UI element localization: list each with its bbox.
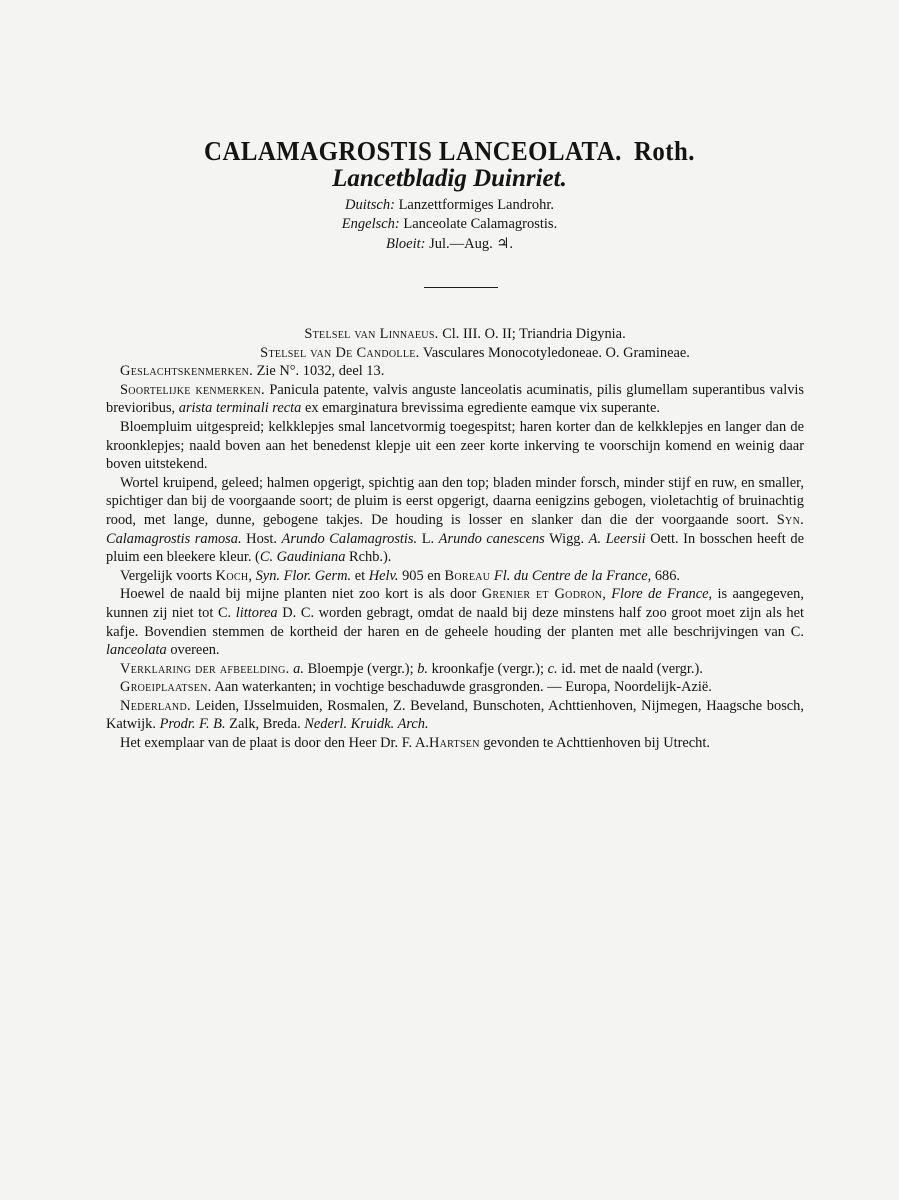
synonym-author-3: Wigg. xyxy=(549,530,585,547)
specimen-text-1: Het exemplaar van de plaat is door den Heer Dr. F. A. xyxy=(120,735,429,752)
english-value: Lanceolate Calamagrostis. xyxy=(403,216,558,232)
figure-explanation xyxy=(106,660,804,679)
panicle-description: Bloempluim uitgespreid; kelkklepjes smal lancetvormig toegespitst; haren korter dan de kelkklepjes en langer dan de kroonklepjes; naald boven aan het benedenst klepje uit een zeer korte inkerving te voorschijn komend en weinig daar boven uitstekend. xyxy=(106,418,804,473)
awn-work: Flore de France xyxy=(611,586,709,603)
compare-work-2: Helv. xyxy=(368,567,399,584)
netherlands-locations xyxy=(106,697,804,734)
awn-text-2: , xyxy=(602,586,606,603)
german-name xyxy=(0,197,899,214)
figure-text-b: kroonkafje (vergr.); xyxy=(431,660,545,677)
awn-species-2: lanceolata xyxy=(106,642,167,659)
compare-work-1: Syn. Flor. Germ. xyxy=(255,567,352,584)
english-label: Engelsch: xyxy=(341,216,400,232)
netherlands-ref-2: Nederl. Kruidk. Arch. xyxy=(304,716,429,733)
figure-key-a: a. xyxy=(293,660,304,677)
awn-text-5: overeen. xyxy=(170,642,220,659)
netherlands-ref-1: Prodr. F. B. xyxy=(159,716,226,733)
habitat-label: Groeiplaatsen. xyxy=(120,679,212,696)
candolle-label: Stelsel van De Candolle. xyxy=(260,344,420,361)
compare-author-boreau: Boreau xyxy=(444,567,491,584)
species-text-2: ex emarginatura brevissima egrediente eamque vix superante. xyxy=(304,400,660,417)
species-italic: arista terminali recta xyxy=(178,400,302,417)
awn-authors: Grenier et Godron xyxy=(481,586,603,603)
german-label: Duitsch: xyxy=(345,197,395,213)
habitat-text: Aan waterkanten; in vochtige beschaduwde grasgronden. — Europa, Noordelijk-Azië. xyxy=(214,679,712,696)
synonym-5: C. Gaudiniana xyxy=(259,549,346,566)
compare-text-5: , 686. xyxy=(647,567,681,584)
candolle-system xyxy=(106,344,804,363)
title-species: CALAMAGROSTIS LANCEOLATA. xyxy=(204,136,622,166)
figure-text-c: id. met de naald (vergr.). xyxy=(561,660,703,677)
figure-text-a: Bloempje (vergr.); xyxy=(307,660,414,677)
awn-text-1: Hoewel de naald bij mijne planten niet zoo kort is als door xyxy=(120,586,477,603)
figure-label: Verklaring der afbeelding. xyxy=(120,660,290,677)
awn-text-3: , is aangegeven, kunnen zij niet tot C. xyxy=(106,586,804,621)
habitat xyxy=(106,678,804,697)
awn-species-1: littorea xyxy=(235,604,278,621)
synonym-note: Oett. In bosschen heeft de pluim een bleekere kleur. ( xyxy=(106,530,804,566)
dutch-name: Lancetbladig Duinriet. xyxy=(332,165,567,192)
synonym-author-1: Host. xyxy=(246,530,277,547)
figure-key-c: c. xyxy=(547,660,558,677)
compare-text-4: 905 en xyxy=(402,567,441,584)
linnaeus-system xyxy=(106,325,804,344)
linnaeus-label: Stelsel van Linnaeus. xyxy=(304,326,439,342)
compare-references xyxy=(106,567,804,586)
synonym-author-2: L. xyxy=(421,530,435,547)
description-body xyxy=(106,325,804,753)
english-name xyxy=(0,216,899,233)
specimen-note xyxy=(106,734,804,753)
awn-text-4: D. C. worden gebragt, omdat de naald bij deze minstens half zoo groot moet zijn als het kafje. Bovendien stemmen de kortheid der haren en de geheele houding der planten met alle beschrijvingen van C. xyxy=(106,604,804,640)
compare-author-koch: Koch xyxy=(215,567,249,584)
figure-key-b: b. xyxy=(417,660,429,677)
root-text: Wortel kruipend, geleed; halmen opgerigt, spichtig aan den top; bladen minder forsch, minder stijf en ruw, en smaller, spichtiger dan bij de voorgaande soort; de pluim is eerst opgerigt, daarna eenigzins gebogen, violetachtig of bruinachtig rood, met lange, dunne, gebogene takjes. De houding is losser en slanker dan die der voorgaande soort. xyxy=(106,474,804,528)
flowering-label: Bloeit: xyxy=(386,236,426,252)
candolle-text: Vasculares Monocotyledoneae. O. Gramineae. xyxy=(422,344,690,361)
specimen-collector: Hartsen xyxy=(428,735,480,752)
page-title xyxy=(36,136,863,167)
divider xyxy=(424,287,498,288)
linnaeus-text: Cl. III. O. II; Triandria Digynia. xyxy=(442,326,626,342)
netherlands-label: Nederland. xyxy=(120,697,191,714)
synonym-3: Arundo canescens xyxy=(438,530,545,547)
german-value: Lanzettformiges Landrohr. xyxy=(398,197,554,213)
compare-work-3: Fl. du Centre de la France xyxy=(493,567,648,584)
synonym-4: A. Leersii xyxy=(588,530,646,547)
synonym-1: Calamagrostis ramosa. xyxy=(106,530,242,547)
flowering-value: Jul.—Aug. ♃. xyxy=(429,236,513,252)
netherlands-text-2: Zalk, Breda. xyxy=(229,716,301,733)
genus-label: Geslachtskenmerken. xyxy=(120,363,254,380)
synonym-author-5: Rchb.). xyxy=(349,549,392,566)
species-characters xyxy=(106,381,804,418)
compare-text-2: , xyxy=(248,567,252,584)
specimen-text-2: gevonden te Achttienhoven bij Utrecht. xyxy=(483,735,710,752)
synonym-label: Syn. xyxy=(776,511,804,528)
species-text-1: Panicula patente, valvis anguste lanceolatis acuminatis, pilis glumellam superantibus valvis brevioribus, xyxy=(106,381,804,417)
species-label: Soortelijke kenmerken. xyxy=(120,381,265,398)
root-description xyxy=(106,474,804,567)
awn-discussion xyxy=(106,585,804,659)
flowering-period xyxy=(0,236,899,253)
genus-text: Zie N°. 1032, deel 13. xyxy=(256,363,385,380)
compare-text-1: Vergelijk voorts xyxy=(120,567,213,584)
netherlands-text: Leiden, IJsselmuiden, Rosmalen, Z. Beveland, Bunschoten, Achttienhoven, Nijmegen, Haagsche bosch, Katwijk. xyxy=(106,697,804,733)
title-author: Roth. xyxy=(633,136,695,166)
synonym-2: Arundo Calamagrostis. xyxy=(281,530,418,547)
compare-text-3: et xyxy=(354,567,366,584)
genus-characters xyxy=(106,362,804,381)
